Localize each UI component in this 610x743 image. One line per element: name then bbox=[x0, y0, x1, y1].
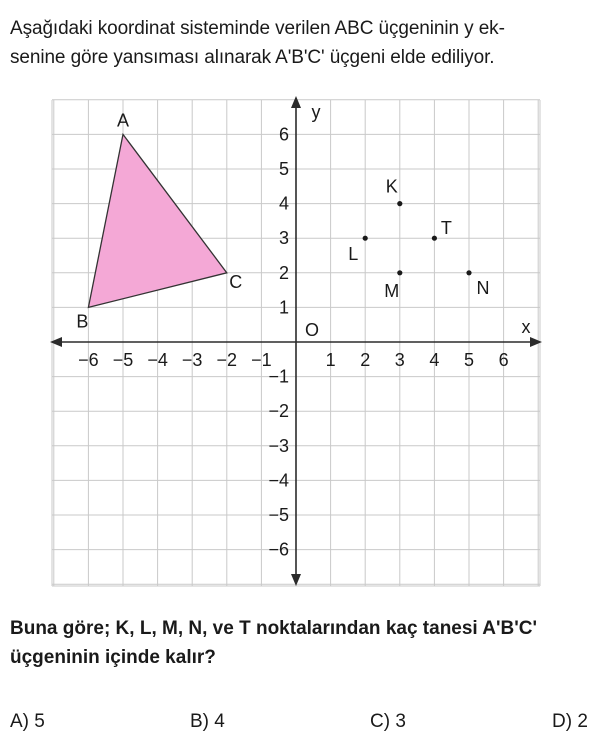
x-tick-label: 6 bbox=[498, 350, 509, 370]
x-tick-label: 2 bbox=[360, 350, 371, 370]
x-tick-label: −5 bbox=[112, 350, 134, 370]
point-k bbox=[397, 201, 402, 206]
y-tick-label: −4 bbox=[268, 470, 289, 491]
choice-d[interactable]: D) 2 bbox=[552, 711, 588, 732]
choice-c[interactable]: C) 3 bbox=[370, 711, 406, 732]
point-label-n: N bbox=[476, 277, 490, 298]
x-tick-label: 4 bbox=[429, 350, 440, 370]
vertex-label-b: B bbox=[76, 311, 89, 332]
intro-line-1: Aşağıdaki koordinat sisteminde verilen ABC üçgeninin y ek- bbox=[10, 18, 505, 39]
y-tick-label: 6 bbox=[278, 124, 289, 145]
y-tick-label: −6 bbox=[268, 539, 289, 560]
question-line-1: Buna göre; K, L, M, N, ve T noktalarından kaç tanesi A'B'C' bbox=[10, 618, 537, 639]
y-axis-label: y bbox=[311, 102, 321, 122]
point-label-k: K bbox=[385, 176, 398, 197]
y-tick-label: 5 bbox=[278, 159, 289, 179]
choice-a[interactable]: A) 5 bbox=[10, 711, 45, 732]
y-tick-label: 3 bbox=[278, 228, 289, 249]
y-tick-label: −5 bbox=[268, 505, 289, 525]
x-tick-label: 3 bbox=[394, 350, 405, 370]
x-tick-label: −1 bbox=[251, 350, 272, 370]
point-l bbox=[363, 236, 368, 241]
y-tick-label: 2 bbox=[278, 262, 289, 283]
choice-b[interactable]: B) 4 bbox=[190, 711, 225, 732]
x-tick-label: −2 bbox=[216, 350, 238, 370]
question-text bbox=[10, 614, 605, 672]
y-tick-label: 4 bbox=[278, 193, 289, 214]
x-axis-label: x bbox=[521, 317, 531, 337]
x-tick-label: −3 bbox=[181, 350, 203, 370]
y-axis-arrow-top bbox=[291, 96, 301, 108]
y-tick-label: 1 bbox=[278, 297, 289, 318]
point-n bbox=[466, 270, 471, 275]
vertex-label-a: A bbox=[116, 110, 130, 131]
intro-line-2: senine göre yansıması alınarak A'B'C' üçgeni elde ediliyor. bbox=[10, 47, 495, 68]
x-tick-label: −6 bbox=[78, 350, 99, 370]
point-label-t: T bbox=[440, 218, 452, 239]
x-tick-label: 1 bbox=[325, 350, 336, 370]
origin-label: O bbox=[304, 320, 320, 340]
point-t bbox=[432, 236, 437, 241]
vertex-label-c: C bbox=[229, 271, 243, 292]
question-line-2: üçgeninin içinde kalır? bbox=[10, 647, 216, 668]
y-tick-label: −2 bbox=[268, 401, 289, 422]
point-label-l: L bbox=[348, 244, 359, 265]
y-tick-label: −3 bbox=[268, 435, 289, 456]
x-tick-label: 5 bbox=[463, 350, 475, 370]
point-m bbox=[397, 270, 402, 275]
x-tick-label: −4 bbox=[147, 350, 168, 370]
point-label-m: M bbox=[384, 280, 400, 301]
y-tick-label: −1 bbox=[268, 366, 289, 387]
